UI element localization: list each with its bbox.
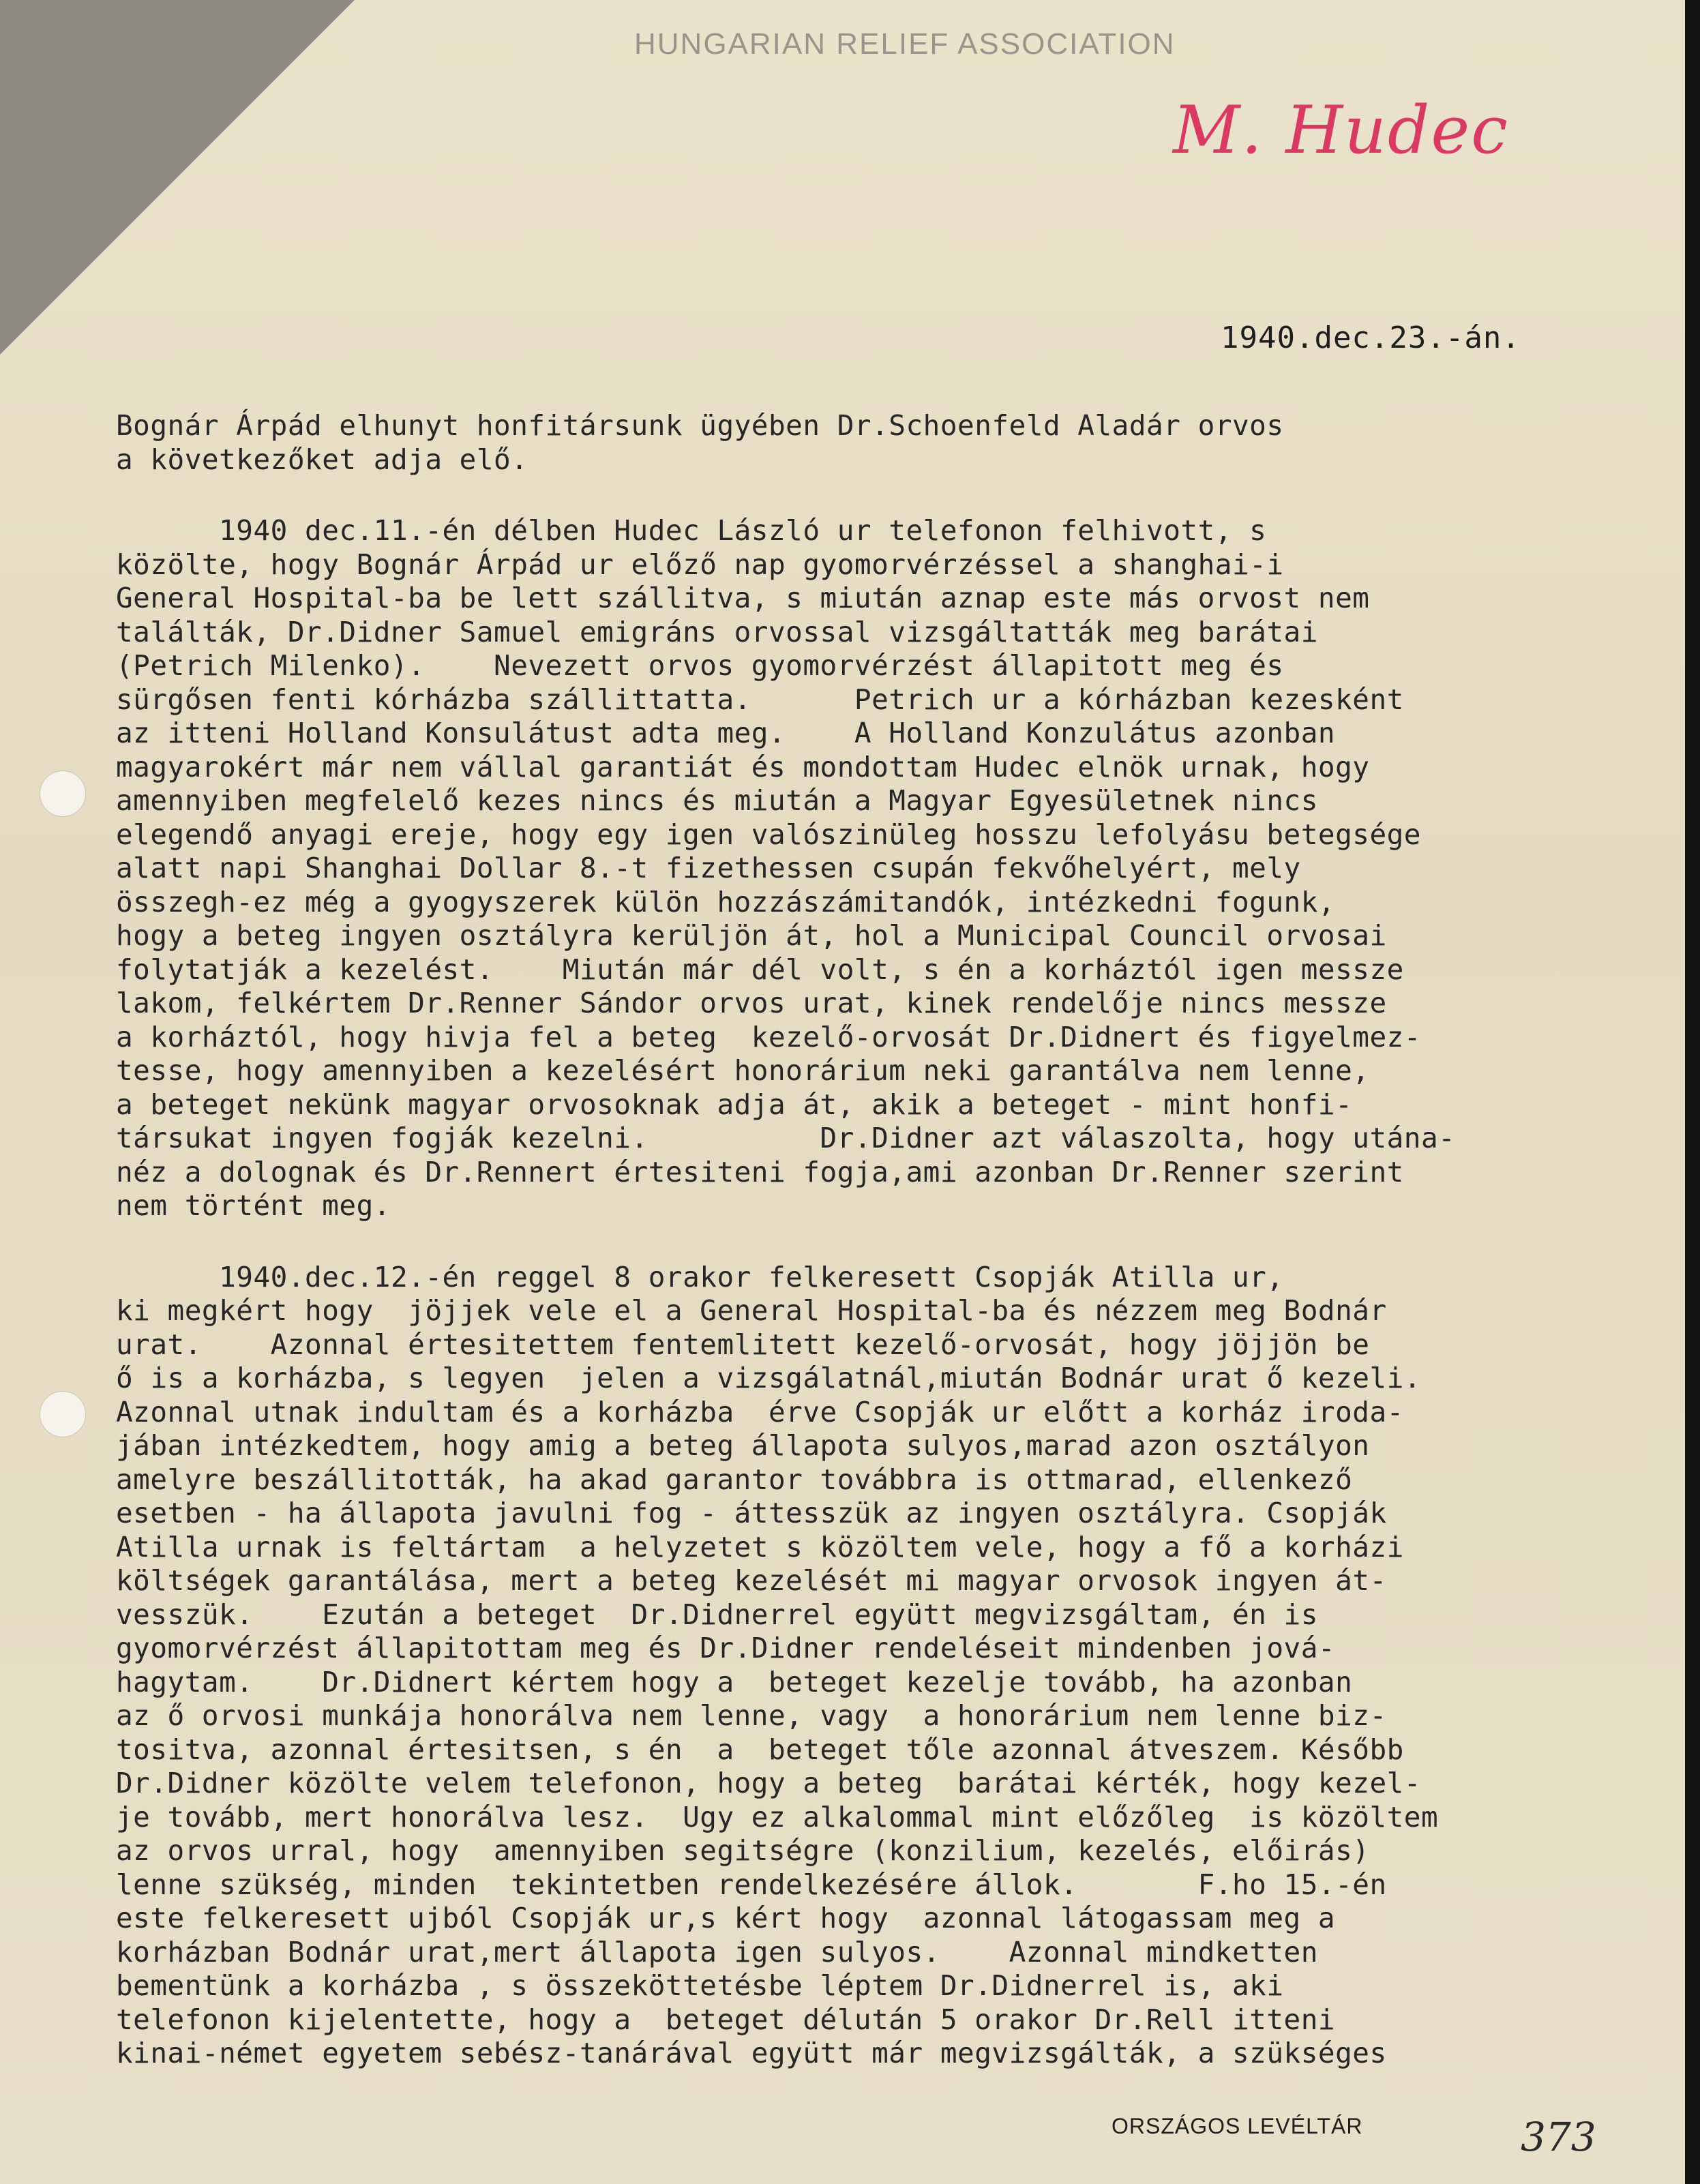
text-line: Bognár Árpád elhunyt honfitársunk ügyében Dr.Schoenfeld Aladár orvos — [116, 409, 1284, 442]
punch-hole — [40, 771, 86, 817]
letterhead: HUNGARIAN RELIEF ASSOCIATION — [634, 27, 1176, 61]
text-line: telefonon kijelentette, hogy a beteget délután 5 orakor Dr.Rell itteni — [116, 2003, 1336, 2036]
paragraph-gap — [116, 477, 1650, 514]
text-line: nem történt meg. — [116, 1189, 391, 1222]
text-line: vesszük. Ezután a beteget Dr.Didnerrel együtt megvizsgáltam, én is — [116, 1598, 1318, 1631]
text-line: je tovább, mert honorálva lesz. Ugy ez alkalommal mint előzőleg is közöltem — [116, 1800, 1439, 1834]
letter-body — [116, 409, 1650, 2071]
text-line: Dr.Didner közölte velem telefonon, hogy a beteg barátai kérték, hogy kezel- — [116, 1767, 1421, 1799]
text-line: korházban Bodnár urat,mert állapota igen sulyos. Azonnal mindketten — [116, 1935, 1318, 1969]
text-line: amennyiben megfelelő kezes nincs és miután a Magyar Egyesületnek nincs — [116, 784, 1318, 817]
archive-stamp: ORSZÁGOS LEVÉLTÁR — [1112, 2114, 1363, 2138]
text-line: tositva, azonnal értesitsen, s én a beteget tőle azonnal átveszem. Később — [116, 1733, 1404, 1766]
text-line: urat. Azonnal értesitettem fentemlitett kezelő-orvosát, hogy jöjjön be — [116, 1328, 1370, 1361]
text-line: Atilla urnak is feltártam a helyzetet s közöltem vele, hogy a fő a korházi — [116, 1530, 1404, 1564]
text-line: Azonnal utnak indultam és a korházba érve Csopják ur előtt a korház iroda- — [116, 1395, 1404, 1428]
text-line: hagytam. Dr.Didnert kértem hogy a beteget kezelje tovább, ha azonban — [116, 1665, 1353, 1699]
text-line: General Hospital-ba be lett szállitva, s miután aznap este más orvost nem — [116, 582, 1370, 614]
text-line: közölte, hogy Bognár Árpád ur előző nap gyomorvérzéssel a shanghai-i — [116, 548, 1284, 581]
text-line: a korháztól, hogy hivja fel a beteg kezelő-orvosát Dr.Didnert és figyelmez- — [116, 1020, 1421, 1053]
text-line: összegh-ez még a gyogyszerek külön hozzászámitandók, intézkedni fogunk, — [116, 885, 1336, 918]
page-number: 373 — [1521, 2114, 1596, 2160]
text-line: bementünk a korházba , s összeköttetésbe léptem Dr.Didnerrel is, aki — [116, 1969, 1284, 2002]
punch-hole — [40, 1391, 86, 1437]
paragraph — [116, 514, 1650, 1223]
text-line: ő is a korházba, s legyen jelen a vizsgálatnál,miután Bodnár urat ő kezeli. — [116, 1362, 1421, 1394]
page-edge-shadow — [1685, 0, 1700, 2184]
text-line: magyarokért már nem vállal garantiát és mondottam Hudec elnök urnak, hogy — [116, 750, 1370, 783]
text-line: társukat ingyen fogják kezelni. Dr.Didner azt válaszolta, hogy utána- — [116, 1122, 1456, 1154]
paragraph-gap — [116, 1223, 1650, 1261]
text-line: este felkeresett ujból Csopják ur,s kért hogy azonnal látogassam meg a — [116, 1902, 1336, 1934]
text-line: lenne szükség, minden tekintetben rendelkezésére állok. F.ho 15.-én — [116, 1868, 1387, 1901]
document-date: 1940.dec.23.-án. — [1221, 320, 1521, 355]
text-line: alatt napi Shanghai Dollar 8.-t fizethessen csupán fekvőhelyért, mely — [116, 852, 1301, 884]
text-line: költségek garantálása, mert a beteg kezelését mi magyar orvosok ingyen át- — [116, 1564, 1387, 1597]
text-line: ki megkért hogy jöjjek vele el a General Hospital-ba és nézzem meg Bodnár — [116, 1294, 1387, 1327]
text-line: amelyre beszállitották, ha akad garantor továbbra is ottmarad, ellenkező — [116, 1463, 1353, 1496]
text-line: 1940.dec.12.-én reggel 8 orakor felkeresett Csopják Atilla ur, — [116, 1260, 1284, 1293]
text-line: sürgősen fenti kórházba szállittatta. Petrich ur a kórházban kezesként — [116, 683, 1404, 716]
text-line: kinai-német egyetem sebész-tanárával együtt már megvizsgálták, a szükséges — [116, 2037, 1387, 2069]
text-line: a beteget nekünk magyar orvosoknak adja át, akik a beteget - mint honfi- — [116, 1088, 1353, 1121]
folded-corner — [0, 0, 355, 355]
text-line: lakom, felkértem Dr.Renner Sándor orvos urat, kinek rendelője nincs messze — [116, 987, 1387, 1019]
text-line: jában intézkedtem, hogy amig a beteg állapota sulyos,marad azon osztályon — [116, 1429, 1370, 1462]
text-line: tesse, hogy amennyiben a kezelésért honorárium neki garantálva nem lenne, — [116, 1054, 1370, 1087]
text-line: az orvos urral, hogy amennyiben segitségre (konzilium, kezelés, előirás) — [116, 1834, 1370, 1867]
text-line: elegendő anyagi ereje, hogy egy igen valószinüleg hosszu lefolyásu betegsége — [116, 818, 1421, 851]
text-line: (Petrich Milenko). Nevezett orvos gyomorvérzést állapitott meg és — [116, 649, 1284, 682]
text-line: néz a dolognak és Dr.Rennert értesiteni fogja,ami azonban Dr.Renner szerint — [116, 1155, 1404, 1188]
handwritten-note: M. Hudec — [1173, 92, 1509, 168]
text-line: az ő orvosi munkája honorálva nem lenne, vagy a honorárium nem lenne biz- — [116, 1699, 1387, 1732]
text-line: találták, Dr.Didner Samuel emigráns orvossal vizsgáltatták meg barátai — [116, 615, 1318, 648]
text-line: gyomorvérzést állapitottam meg és Dr.Didner rendeléseit mindenben jová- — [116, 1632, 1336, 1664]
text-line: az itteni Holland Konsulátust adta meg. A Holland Konzulátus azonban — [116, 717, 1336, 749]
text-line: esetben - ha állapota javulni fog - áttesszük az ingyen osztályra. Csopják — [116, 1497, 1387, 1529]
paragraph — [116, 1261, 1650, 2071]
text-line: 1940 dec.11.-én délben Hudec László ur telefonon felhivott, s — [116, 514, 1267, 547]
text-line: hogy a beteg ingyen osztályra kerüljön át, hol a Municipal Council orvosai — [116, 919, 1387, 952]
text-line: folytatják a kezelést. Miután már dél volt, s én a korháztól igen messze — [116, 953, 1404, 986]
text-line: a következőket adja elő. — [116, 443, 528, 476]
paragraph — [116, 409, 1650, 477]
